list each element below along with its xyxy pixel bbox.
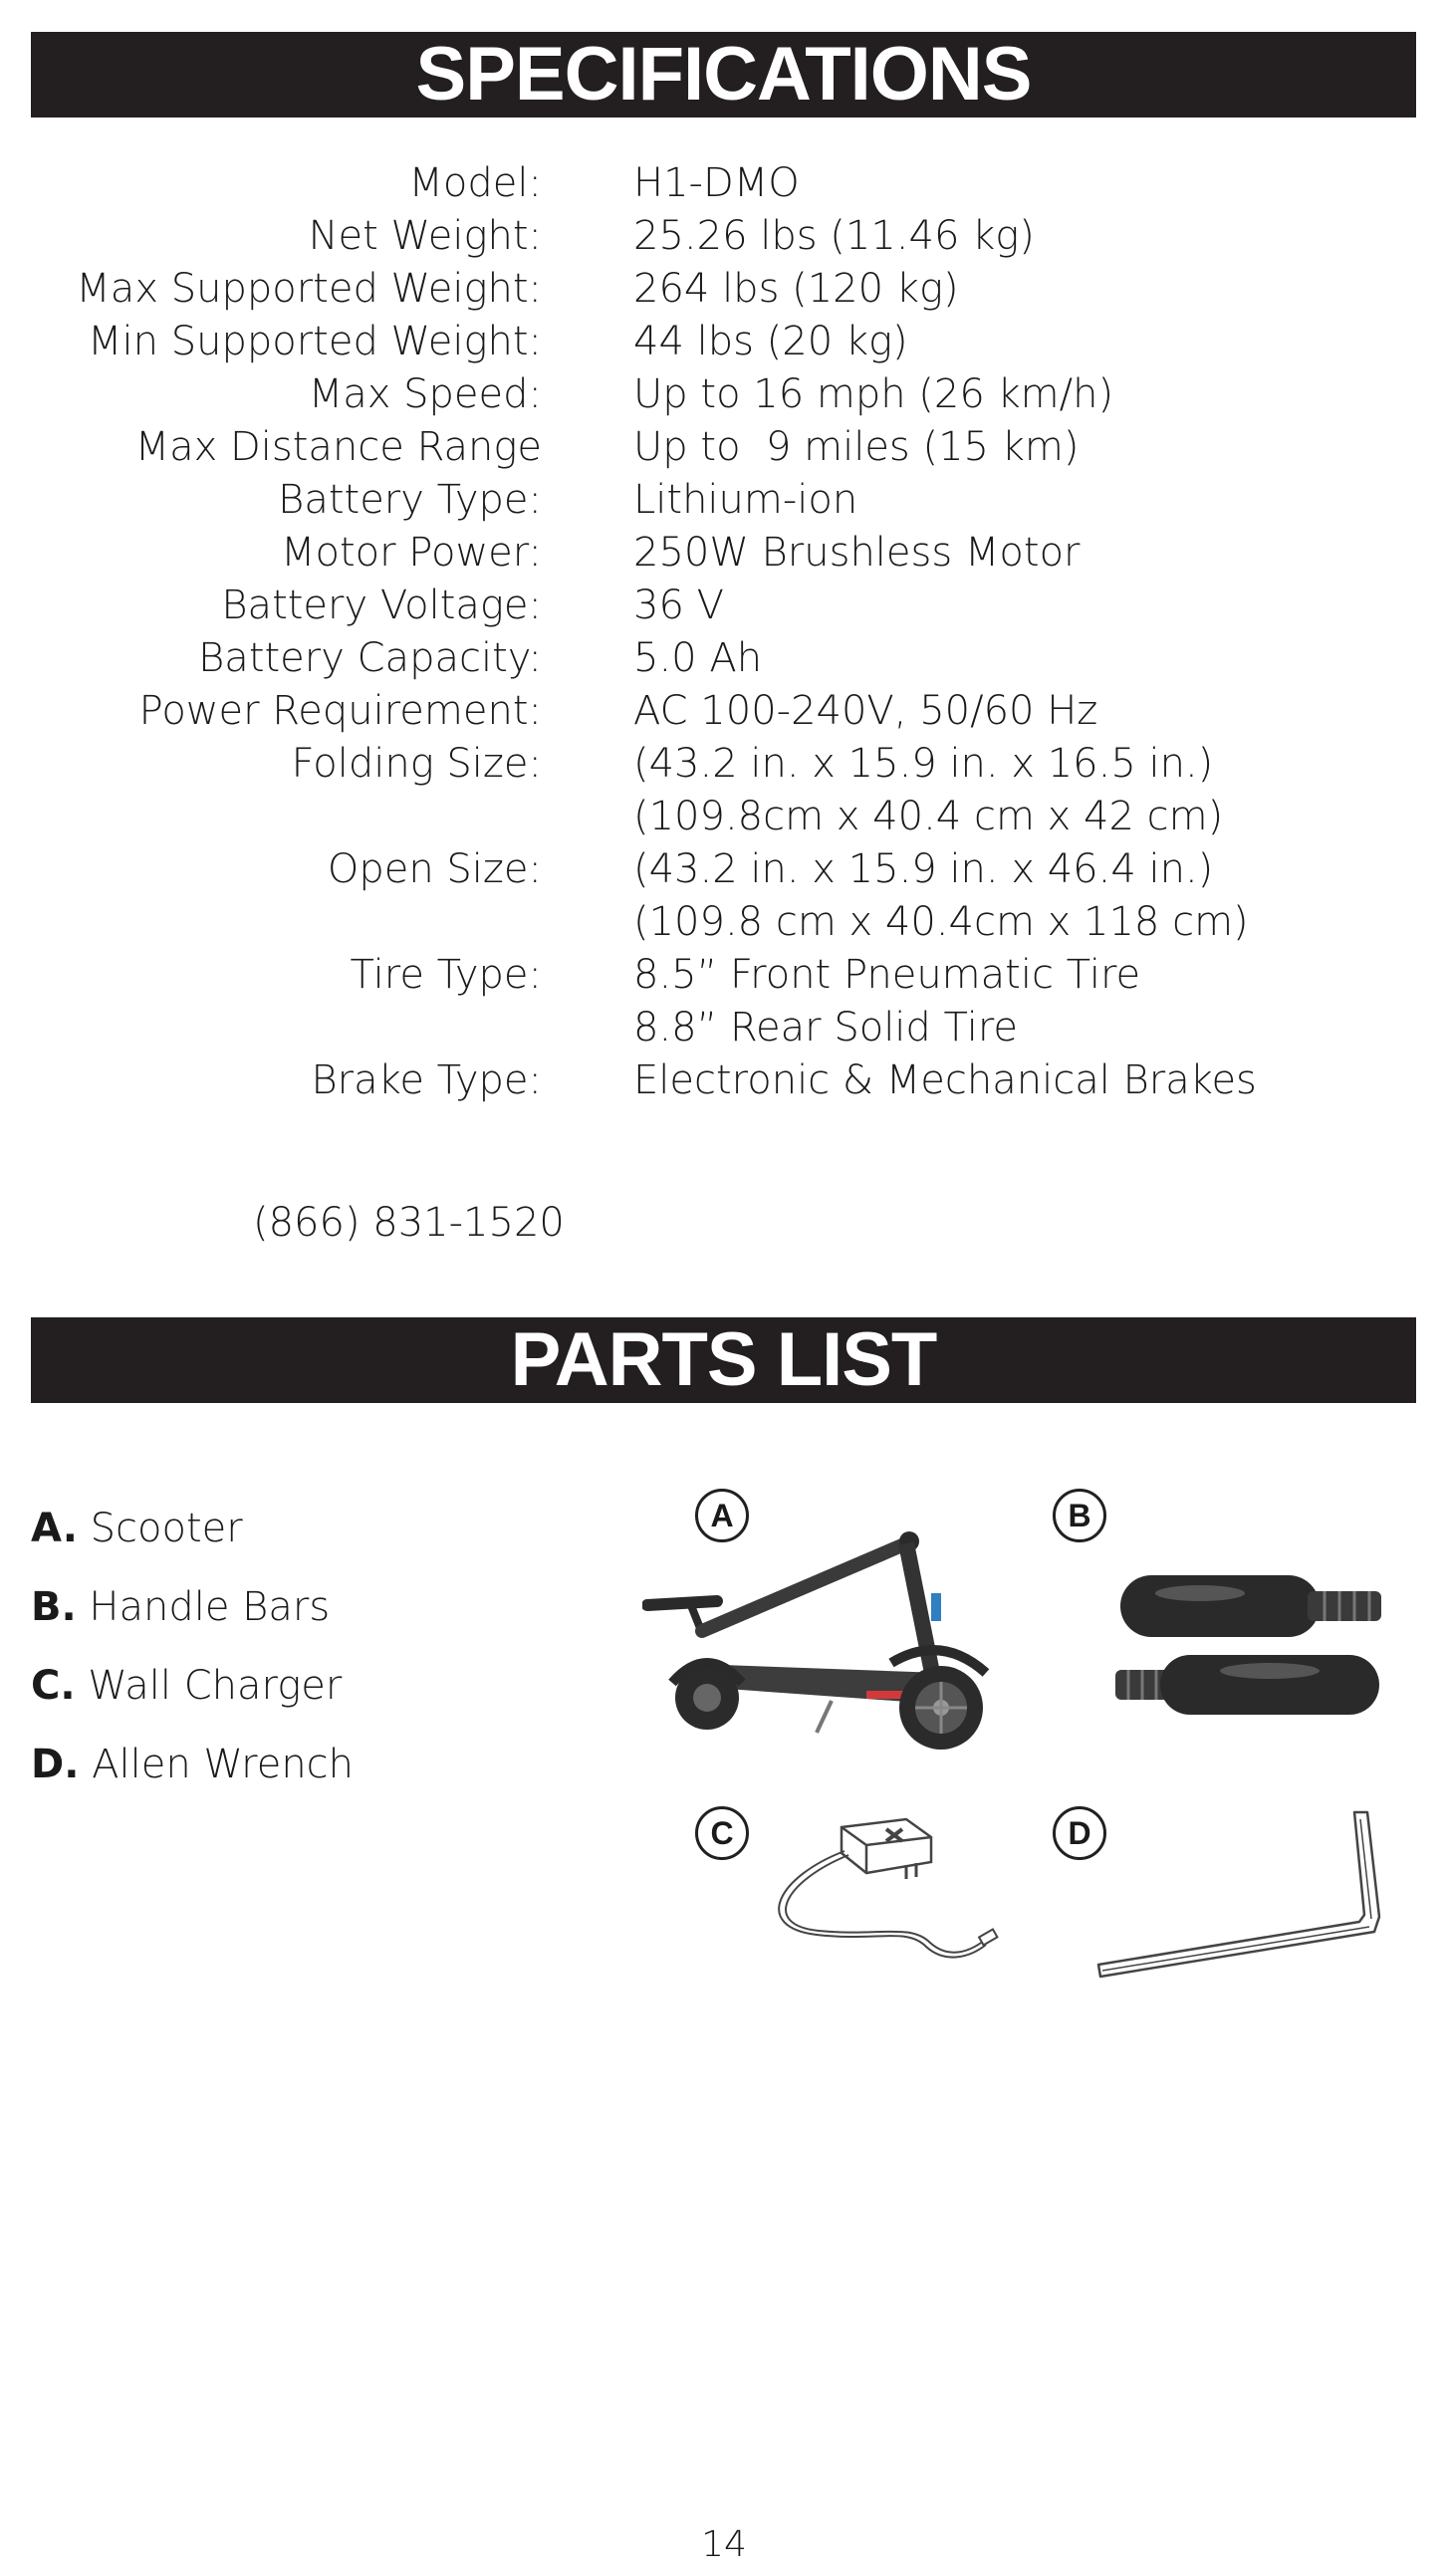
spec-value: AC 100-240V, 50/60 Hz: [633, 688, 1098, 734]
spec-value: 25.26 lbs (11.46 kg): [633, 213, 1035, 259]
part-item-wall-charger: [31, 1651, 354, 1730]
part-name: Allen Wrench: [92, 1742, 355, 1787]
spec-row-max-speed: [0, 368, 1448, 421]
spec-row-battery-voltage: [0, 580, 1448, 632]
spec-value: (109.8 cm x 40.4cm x 118 cm): [633, 899, 1249, 945]
figure-label-b: B: [1053, 1489, 1106, 1542]
phone-number: (866) 831-1520: [253, 1200, 565, 1246]
wall-charger-illustration: [757, 1807, 1006, 1967]
part-letter: D.: [31, 1742, 80, 1787]
part-name: Handle Bars: [89, 1584, 331, 1630]
spec-row-motor-power: [0, 527, 1448, 580]
spec-label: Max Speed:: [308, 371, 542, 417]
spec-row-folding-size: [0, 738, 1448, 843]
spec-label: Tire Type:: [350, 952, 542, 998]
spec-value: 264 lbs (120 kg): [633, 266, 959, 312]
allen-wrench-illustration: [1090, 1807, 1399, 1987]
specifications-list: [0, 157, 1448, 1107]
spec-row-power-requirement: [0, 685, 1448, 738]
spec-value: Up to 9 miles (15 km): [633, 424, 1080, 470]
spec-row-battery-capacity: [0, 632, 1448, 685]
scooter-illustration: [642, 1523, 1006, 1753]
spec-label: Open Size:: [327, 846, 542, 892]
spec-label: Power Requirement:: [138, 688, 542, 734]
spec-value: (109.8cm x 40.4 cm x 42 cm): [633, 794, 1224, 839]
specifications-heading: SPECIFICATIONS: [31, 32, 1416, 117]
spec-row-min-weight: [0, 316, 1448, 368]
spec-row-brake-type: [0, 1054, 1448, 1107]
spec-value: 8.5” Front Pneumatic Tire: [633, 952, 1141, 998]
spec-row-tire-type: [0, 949, 1448, 1054]
spec-label: Motor Power:: [280, 530, 542, 576]
page-number: 14: [701, 2524, 747, 2565]
spec-label: Folding Size:: [291, 741, 542, 787]
figure-label-a: A: [695, 1489, 749, 1542]
spec-row-max-distance: [0, 421, 1448, 474]
spec-label: Min Supported Weight:: [88, 319, 542, 364]
spec-value: (43.2 in. x 15.9 in. x 46.4 in.): [633, 846, 1214, 892]
part-letter: C.: [31, 1663, 76, 1709]
spec-value: 5.0 Ah: [633, 635, 763, 681]
spec-row-battery-type: [0, 474, 1448, 527]
spec-label: Battery Capacity:: [198, 635, 542, 681]
spec-label: Brake Type:: [311, 1057, 542, 1103]
spec-label: Battery Type:: [278, 477, 542, 523]
part-letter: B.: [31, 1584, 77, 1630]
parts-list-heading: PARTS LIST: [31, 1317, 1416, 1403]
spec-value: Electronic & Mechanical Brakes: [633, 1057, 1257, 1103]
part-item-allen-wrench: [31, 1730, 354, 1808]
spec-label: Max Supported Weight:: [76, 266, 542, 312]
spec-value: 36 V: [633, 583, 724, 628]
spec-value: H1-DMO: [633, 160, 800, 206]
spec-label: Battery Voltage:: [221, 583, 542, 628]
figure-label-c: C: [695, 1806, 749, 1860]
spec-label: Model:: [408, 160, 542, 206]
part-letter: A.: [31, 1506, 78, 1551]
spec-value: (43.2 in. x 15.9 in. x 16.5 in.): [633, 741, 1214, 787]
part-item-scooter: [31, 1494, 354, 1572]
part-name: Scooter: [90, 1506, 243, 1551]
spec-label: Net Weight:: [308, 213, 542, 259]
part-name: Wall Charger: [88, 1663, 343, 1709]
spec-row-max-weight: [0, 263, 1448, 316]
handle-bars-illustration: [1110, 1563, 1399, 1723]
part-item-handle-bars: [31, 1572, 354, 1651]
spec-label: Max Distance Range: [134, 424, 542, 470]
spec-row-model: [0, 157, 1448, 210]
spec-value: 44 lbs (20 kg): [633, 319, 908, 364]
spec-value: Up to 16 mph (26 km/h): [633, 371, 1114, 417]
spec-value: 8.8” Rear Solid Tire: [633, 1005, 1019, 1051]
spec-value: Lithium-ion: [633, 477, 858, 523]
parts-list: [31, 1494, 354, 1808]
spec-value: 250W Brushless Motor: [633, 530, 1081, 576]
figure-label-d: D: [1053, 1806, 1106, 1860]
spec-row-open-size: [0, 843, 1448, 949]
spec-row-net-weight: [0, 210, 1448, 263]
